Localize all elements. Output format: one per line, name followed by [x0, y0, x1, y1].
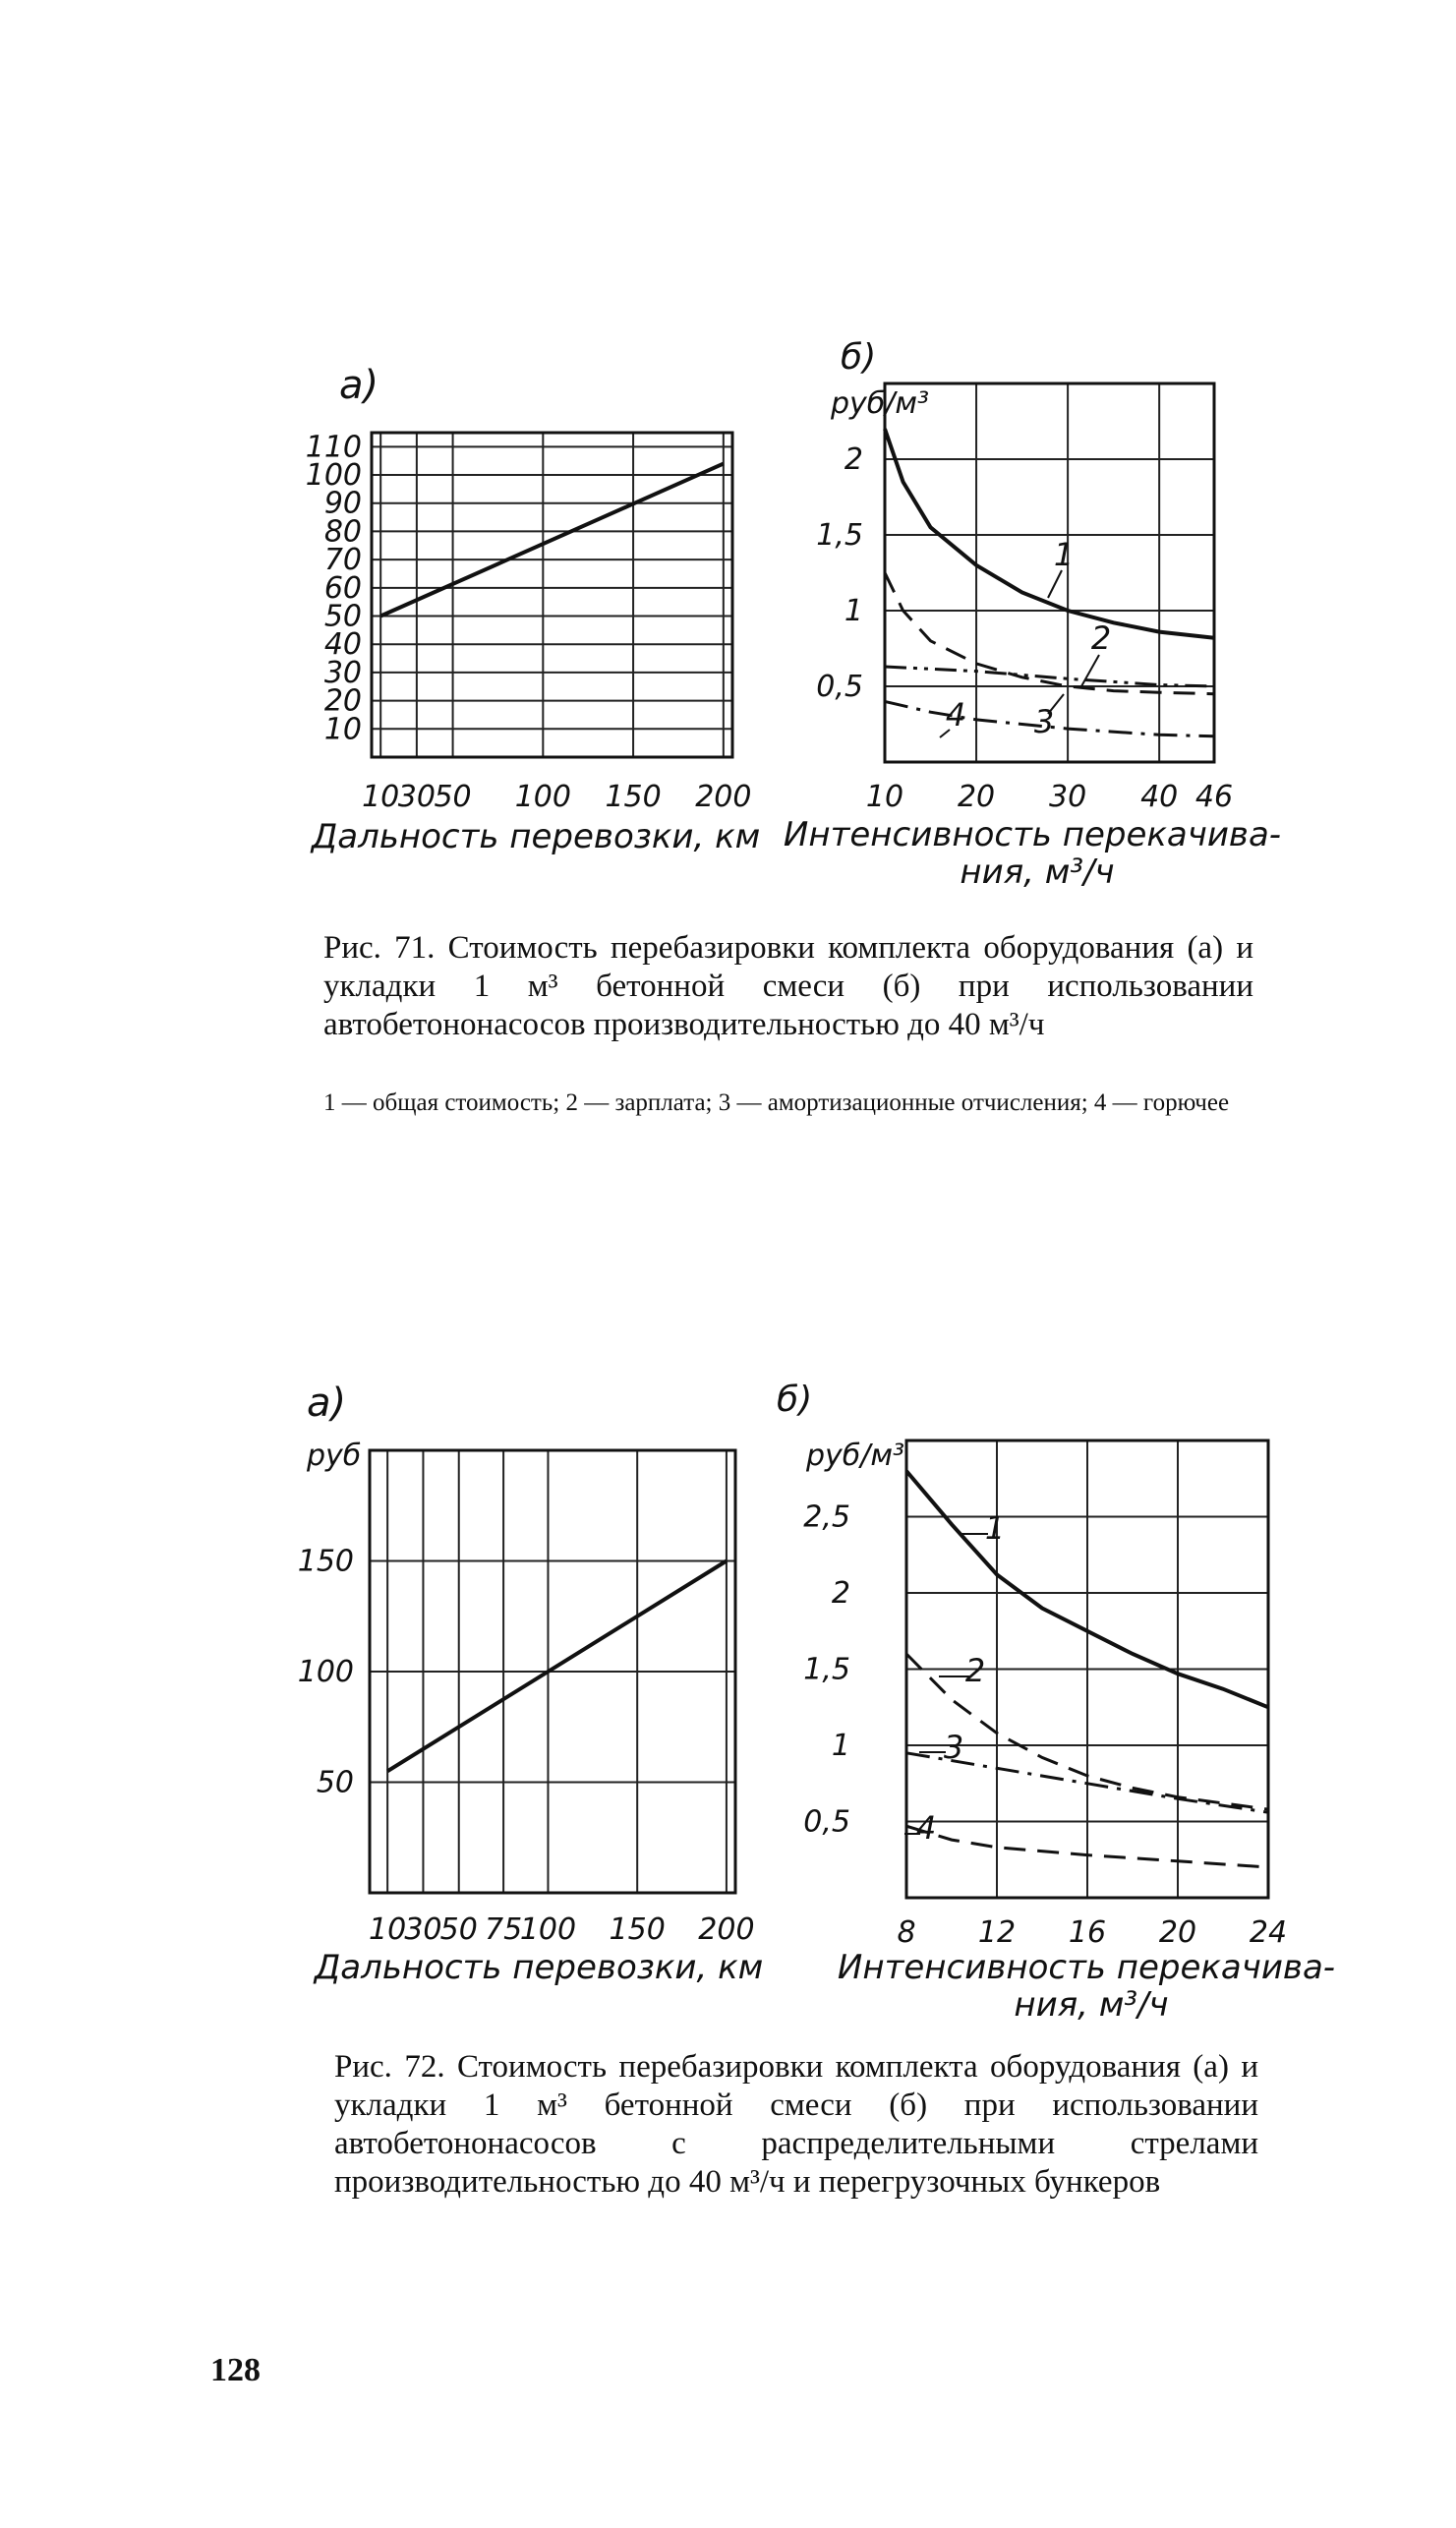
fig72b-xlabel-line2: ния, м³/ч [1014, 1985, 1169, 2025]
fig72b-panel-label: б) [777, 1380, 813, 1420]
fig71a-ytick-1: 20 [323, 683, 362, 719]
fig71a-ytick-2: 30 [323, 655, 362, 690]
fig71a-ytick-9: 100 [305, 458, 362, 494]
fig72b-curve-label-3: 3 [943, 1729, 964, 1766]
fig72a-xtick-0: 10 [369, 1912, 407, 1947]
fig72a-ytick-2: 150 [297, 1544, 354, 1579]
fig71b-curve-label-3: 3 [1033, 703, 1055, 740]
fig71b-xtick-2: 30 [1049, 780, 1087, 814]
fig72b-ytick-3: 2 [831, 1576, 850, 1611]
fig72b-xtick-1: 12 [977, 1915, 1017, 1950]
fig72a-series-стоимость [387, 1561, 727, 1772]
fig71b-ylabel: руб/м³ [831, 386, 930, 421]
fig72a-xtick-3: 75 [485, 1912, 523, 1947]
fig71a-series-стоимость [380, 464, 724, 617]
fig72a-xlabel: Дальность перевозки, км [314, 1948, 764, 1987]
fig71b-curve-label-4: 4 [945, 696, 966, 734]
fig72b-xtick-4: 24 [1249, 1915, 1288, 1950]
fig72a-xtick-4: 100 [519, 1912, 577, 1947]
fig71b-ytick-3: 2 [844, 442, 863, 477]
fig72b-ytick-4: 2,5 [803, 1499, 850, 1535]
fig72b-ytick-2: 1,5 [803, 1652, 850, 1687]
fig71b-xtick-3: 40 [1140, 780, 1179, 814]
fig72b-curve-label-4: 4 [915, 1809, 937, 1847]
fig71b-ytick-0: 0,5 [816, 670, 863, 704]
fig71a-ytick-4: 50 [323, 599, 362, 634]
fig71b-ytick-1: 1 [844, 594, 863, 628]
fig72b-ytick-0: 0,5 [803, 1804, 850, 1840]
fig71a-ytick-5: 60 [323, 570, 362, 606]
fig71b-ytick-2: 1,5 [816, 518, 863, 553]
fig71a-xtick-0: 10 [362, 780, 400, 814]
fig71a-ytick-7: 80 [323, 514, 362, 550]
fig71a-xtick-4: 150 [605, 780, 662, 814]
fig71-legend-note: 1 — общая стоимость; 2 — зарплата; 3 — амортизационные отчисления; 4 — горючее [323, 1089, 1230, 1116]
fig72a-ytick-0: 50 [316, 1765, 354, 1800]
fig72a-ytick-1: 100 [297, 1655, 354, 1689]
fig72a-xtick-2: 50 [439, 1912, 478, 1947]
fig72b-xtick-2: 16 [1068, 1915, 1107, 1950]
fig71b-curve-label-1: 1 [1053, 536, 1075, 573]
fig71a-xtick-1: 30 [397, 780, 436, 814]
fig72-caption: Рис. 72. Стоимость перебазировки комплекта оборудования (а) и укладки 1 м³ бетонной смеси (б) при использовании автобетононасосов с распределительными стрелами производительностью до 40 м³/ч и перегрузочных бункеров [334, 2049, 1258, 2200]
fig72a-xtick-1: 30 [404, 1912, 442, 1947]
fig71a-ytick-6: 70 [323, 543, 362, 578]
fig72a-xtick-5: 150 [609, 1912, 666, 1947]
fig71a-chart [372, 433, 732, 757]
fig71b-curve-label-2: 2 [1090, 619, 1112, 657]
fig71b-xtick-4: 46 [1194, 780, 1234, 814]
fig72b-ylabel: руб/м³ [806, 1439, 905, 1473]
fig71b-xtick-0: 10 [865, 780, 904, 814]
fig71a-xtick-5: 200 [695, 780, 752, 814]
fig71a-ytick-0: 10 [323, 712, 362, 747]
fig71b-panel-label: б) [841, 337, 877, 378]
fig72a-ylabel: руб [307, 1439, 362, 1473]
fig71a-panel-label: а) [339, 363, 379, 408]
fig71a-ytick-3: 40 [323, 627, 362, 663]
fig72b-ytick-1: 1 [831, 1729, 850, 1763]
fig72a-chart [370, 1450, 735, 1893]
fig72b-xtick-3: 20 [1158, 1915, 1197, 1950]
fig72a-panel-label: а) [307, 1381, 347, 1426]
fig71-caption: Рис. 71. Стоимость перебазировки комплекта оборудования (а) и укладки 1 м³ бетонной смеси (б) при использовании автобетононасосов производительностью до 40 м³/ч [323, 930, 1253, 1042]
fig72b-chart [904, 1440, 1268, 1898]
fig72b-xtick-0: 8 [897, 1915, 916, 1950]
fig71b-xlabel-line2: ния, м³/ч [960, 852, 1115, 892]
fig71a-xlabel: Дальность перевозки, км [311, 817, 761, 856]
fig72a-xtick-6: 200 [698, 1912, 755, 1947]
fig71b-xtick-1: 20 [957, 780, 996, 814]
fig71a-ytick-10: 110 [305, 430, 362, 465]
fig71a-xtick-3: 100 [514, 780, 571, 814]
fig71b-leader-1 [1048, 570, 1062, 598]
fig71a-ytick-8: 90 [323, 486, 362, 521]
fig72b-curve-label-1: 1 [984, 1509, 1006, 1547]
fig72b-xlabel-line1: Интенсивность перекачива- [837, 1948, 1336, 1987]
fig71b-xlabel-line1: Интенсивность перекачива- [783, 815, 1282, 854]
page-number: 128 [210, 2352, 261, 2388]
fig72b-curve-label-2: 2 [964, 1652, 986, 1689]
fig71b-series-1 [885, 429, 1214, 638]
fig71a-xtick-2: 50 [434, 780, 472, 814]
